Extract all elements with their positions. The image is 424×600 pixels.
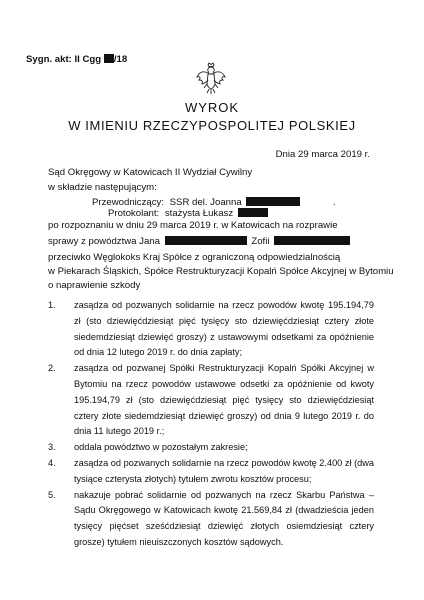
signature-prefix: Sygn. akt: II Cgg — [26, 54, 104, 65]
case-parties-line — [48, 236, 350, 248]
list-item: 1. zasądza od pozwanych solidarnie na rzecz powodów kwotę 195.194,79 zł (sto dziewięćdziesiąt pięć tysięcy sto dziewięćdziesiąt cztery złote siedemdziesiąt dziewięć groszy) z ustawowymi odsetkami za opóźnienie od dnia 12 lutego 2019 r. do dnia zapłaty; — [48, 300, 374, 358]
redaction-block — [246, 197, 300, 206]
chair-row: Przewodniczący: SSR del. Joanna . — [92, 197, 336, 208]
case-prefix: sprawy z powództwa Jana — [48, 236, 160, 247]
redaction-block — [238, 208, 268, 217]
verdict-title: WYROK — [184, 100, 240, 115]
redaction-block — [165, 236, 247, 245]
defendants-line-1: przeciwko Węglokoks Kraj Spółce z ograniczoną odpowiedzialnością — [48, 252, 341, 263]
redaction-block — [274, 236, 350, 245]
hearing-line: po rozpoznaniu w dniu 29 marca 2019 r. w Katowicach na rozprawie — [48, 220, 338, 231]
case-signature — [26, 54, 127, 65]
clerk-name: stażysta Łukasz — [164, 208, 234, 219]
case-subject: o naprawienie szkody — [48, 280, 141, 291]
verdict-items-list — [48, 298, 374, 551]
polish-eagle-emblem-icon — [196, 62, 226, 96]
verdict-subtitle: W IMIENIU RZECZYPOSPOLITEJ POLSKIEJ — [68, 118, 356, 133]
list-item: 3. oddala powództwo w pozostałym zakresie; — [48, 442, 248, 453]
court-name: Sąd Okręgowy w Katowicach II Wydział Cywilny — [48, 167, 253, 178]
redaction-block — [104, 54, 114, 63]
list-item: 2. zasądza od pozwanej Spółki Restrukturyzacji Kopalń Spółki Akcyjnej w Bytomiu na rzecz powodów ustawowe odsetki za opóźnienie od kwoty 195.194,79 zł (sto dziewięćdziesiąt pięć tysięcy sto dziewięćdziesiąt cztery złote siedemdziesiąt dziewięć groszy) od dnia 9 lutego 2019 r. do dnia 11 lutego 2019 r.; — [48, 363, 374, 437]
case-mid: Zofii — [251, 236, 270, 247]
clerk-row — [108, 208, 268, 220]
composition-label: w składzie następującym: — [48, 182, 157, 193]
list-item: 5. nakazuje pobrać solidarnie od pozwanych na rzecz Skarbu Państwa – Sądu Okręgowego w Katowicach kwotę 21.569,84 zł (dwadzieścia jeden tysięcy pięćset sześćdziesiąt dziewięć złotych osiemdziesiąt cztery grosze) tytułem nieuiszczonych kosztów sądowych. — [48, 489, 374, 547]
clerk-label: Protokolant: — [108, 208, 160, 219]
signature-suffix: /18 — [113, 54, 128, 65]
verdict-date: Dnia 29 marca 2019 r. — [275, 149, 370, 160]
chair-label: Przewodniczący: — [92, 197, 164, 208]
chair-name: SSR del. Joanna — [169, 197, 242, 208]
list-item: 4. zasądza od pozwanych solidarnie na rzecz powodów kwotę 2.400 zł (dwa tysiące czterysta złotych) tytułem zwrotu kosztów procesu; — [48, 457, 374, 484]
defendants-line-2: w Piekarach Śląskich, Spółce Restrukturyzacji Kopalń Spółce Akcyjnej w Bytomiu — [48, 266, 394, 277]
